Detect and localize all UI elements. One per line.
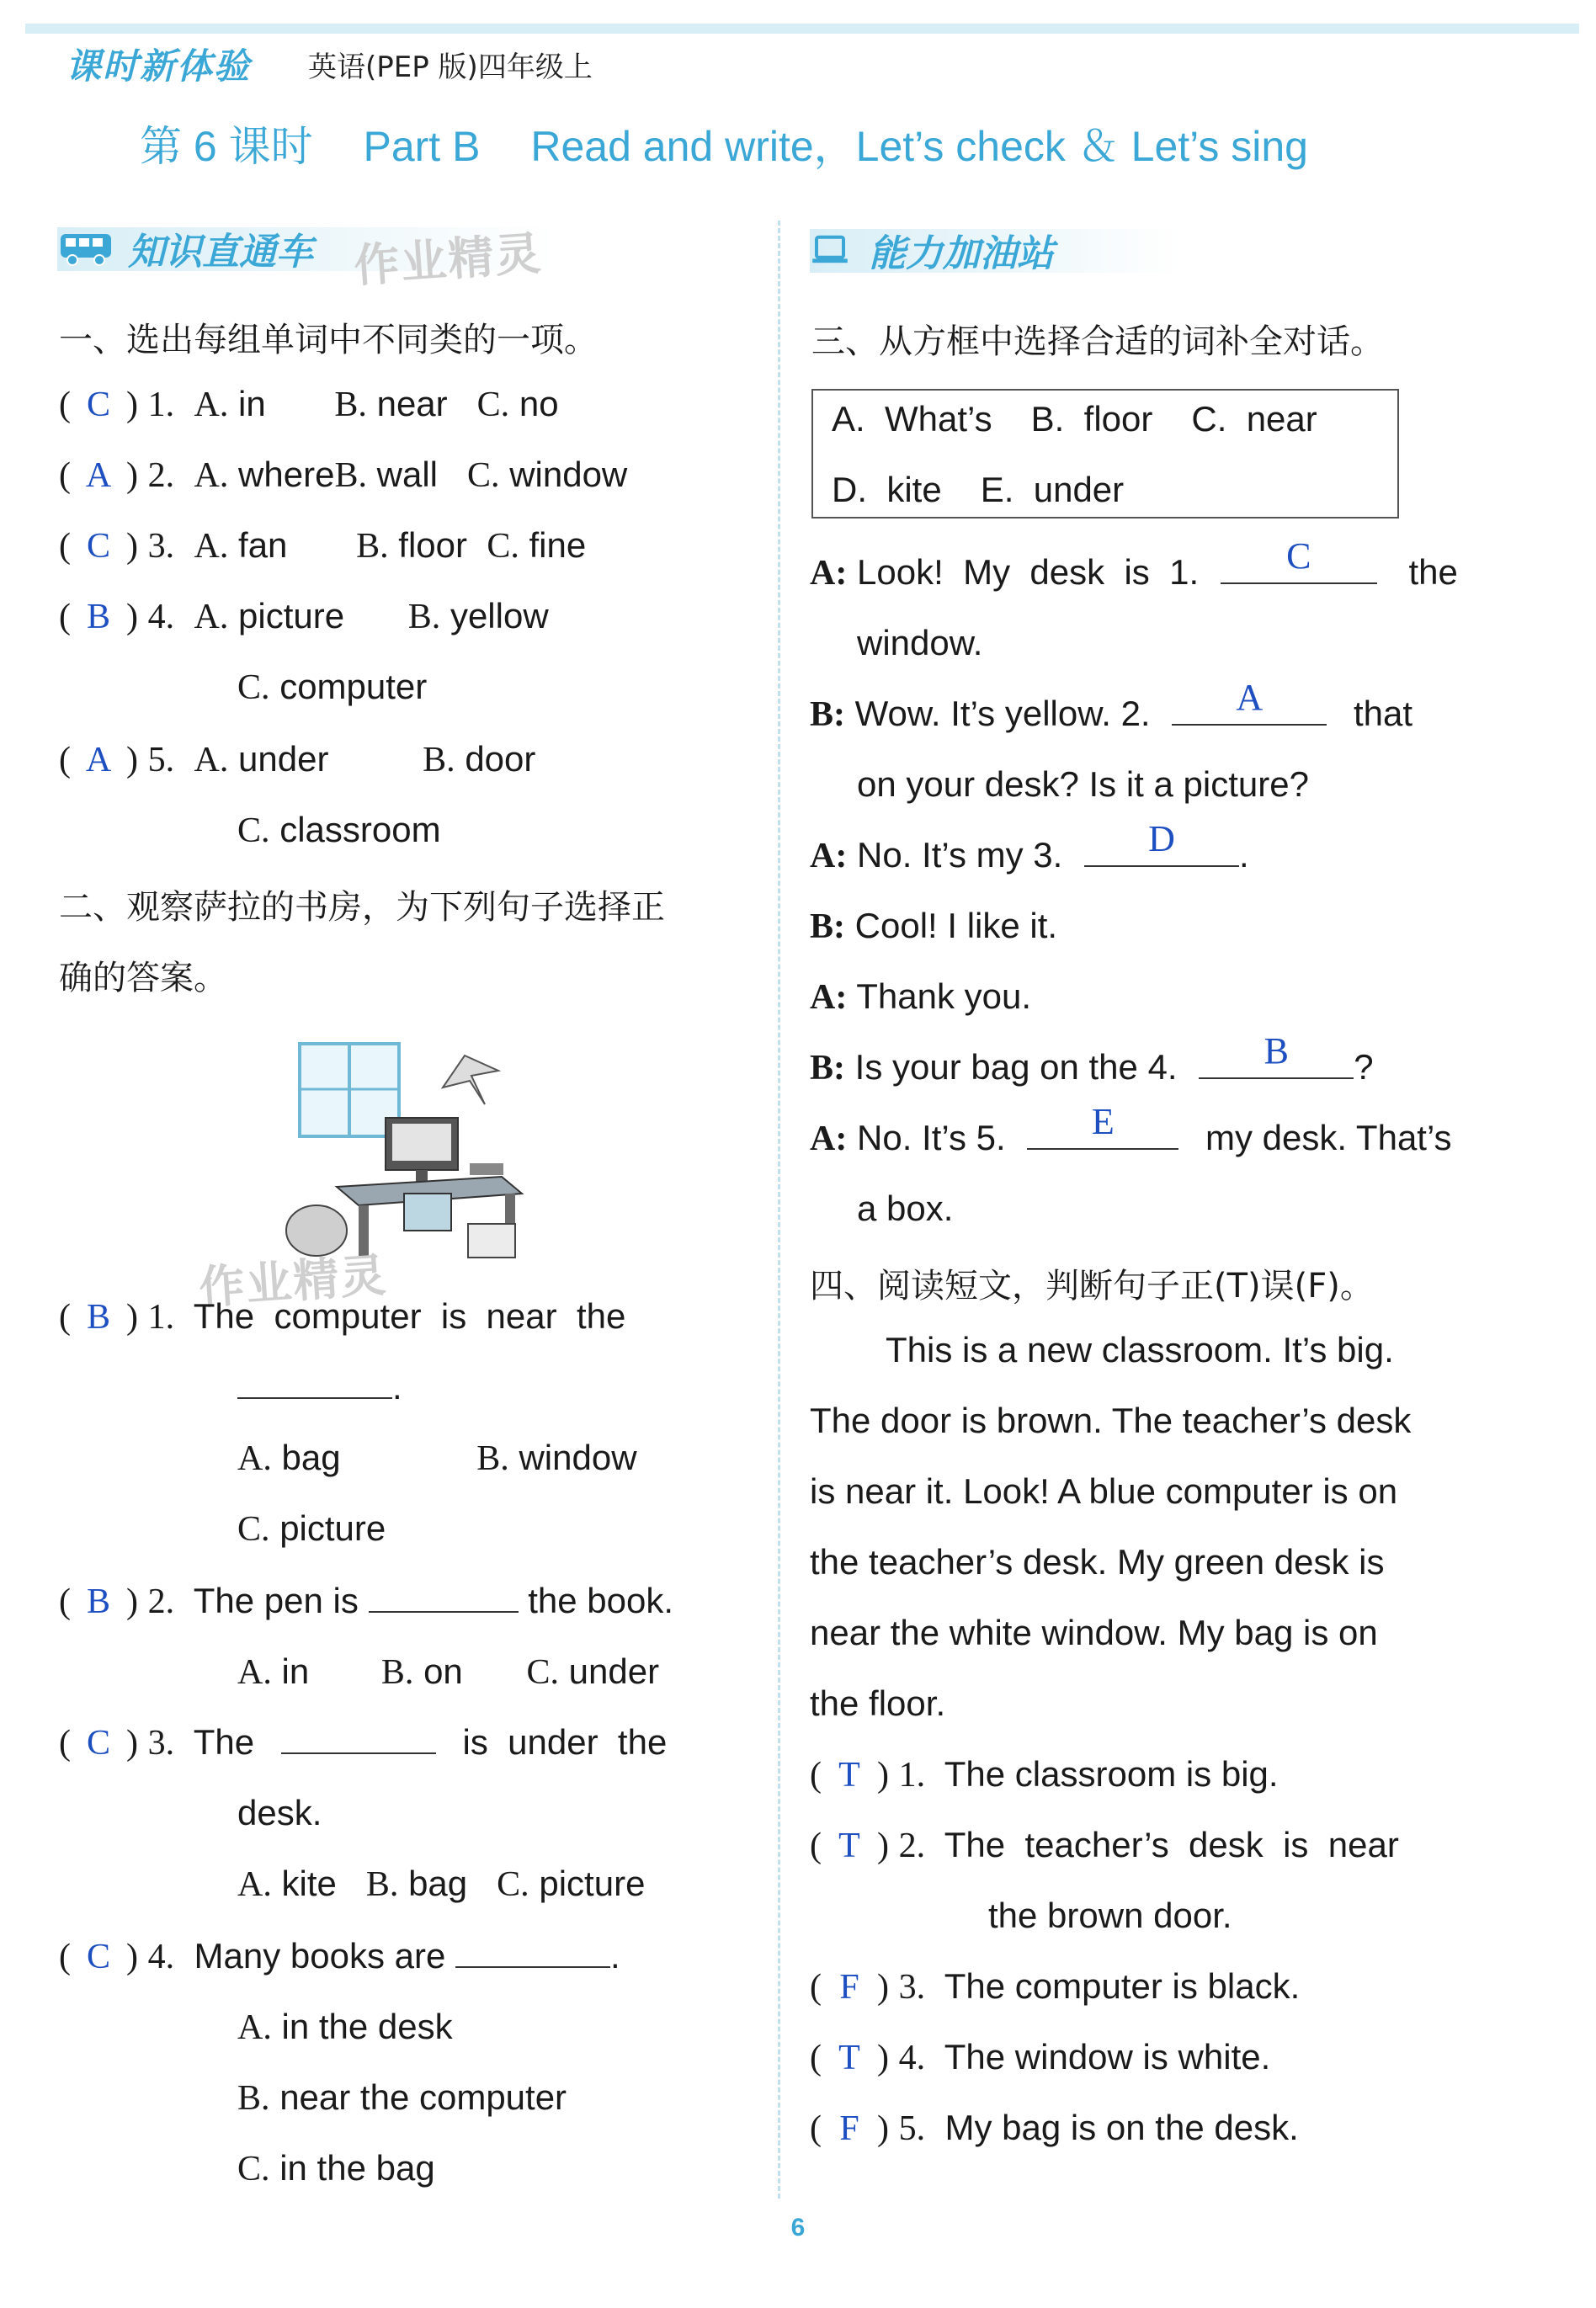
dialogue-line-1: A: Look! My desk is 1. C the <box>810 535 1458 593</box>
q2-item-1-option-c: C. picture <box>237 1508 386 1549</box>
tf-item-5: ( F ) 5. My bag is on the desk. <box>810 2108 1299 2148</box>
q1-item-2: ( A ) 2. A. whereB. wall C. window <box>59 455 628 495</box>
q1-item-4-option-c: C. computer <box>237 667 428 707</box>
q3-heading: 三、从方框中选择合适的词补全对话。 <box>811 322 1384 361</box>
dialogue-line-6: B: Is your bag on the 4. B ? <box>810 1030 1374 1088</box>
q2-item-1-blank: . <box>237 1367 402 1407</box>
q2-item-2: ( B ) 2. The pen is the book. <box>59 1581 674 1621</box>
page-number: 6 <box>790 2214 806 2242</box>
answer: C <box>86 1724 110 1763</box>
bus-icon <box>57 229 116 268</box>
section-title-knowledge: 知识直通车 <box>128 231 313 273</box>
dialogue-line-7-cont: a box. <box>857 1189 954 1228</box>
q2-item-4: ( C ) 4. Many books are . <box>59 1936 620 1976</box>
answer-blank <box>369 1584 519 1613</box>
section-title-ability: 能力加油站 <box>869 233 1054 274</box>
watermark: 作业精灵 <box>352 228 545 292</box>
lesson-part: Part B <box>363 123 481 170</box>
tf-item-1: ( T ) 1. The classroom is big. <box>810 1754 1279 1795</box>
q2-item-3: ( C ) 3. The is under the <box>59 1722 668 1763</box>
answer-blank <box>455 1939 610 1968</box>
answer: T <box>838 1756 860 1795</box>
passage-line-5: near the white window. My bag is on <box>810 1613 1378 1652</box>
section-header-ability <box>810 222 1180 278</box>
answer-blank: C <box>1221 556 1377 584</box>
answer: A <box>85 456 112 495</box>
word-bank-row-1: A. What’s B. floor C. near <box>832 399 1317 439</box>
q4-heading: 四、阅读短文，判断句子正(T)误(F)。 <box>810 1267 1374 1306</box>
tf-item-3: ( F ) 3. The computer is black. <box>810 1966 1301 2007</box>
lesson-topic: Read and write，Let’s check ＆ Let’s sing <box>530 123 1308 170</box>
answer: C <box>86 527 110 566</box>
q2-heading-line1: 二、观察萨拉的书房，为下列句子选择正 <box>59 888 665 927</box>
lesson-title <box>140 113 1308 173</box>
lesson-number: 第 6 课时 <box>140 123 313 170</box>
passage-line-1: This is a new classroom. It’s big. <box>886 1330 1394 1369</box>
answer-blank: B <box>1199 1050 1354 1079</box>
q1-item-1: ( C ) 1. A. in B. near C. no <box>59 384 559 424</box>
q2-item-4-option-c: C. in the bag <box>237 2148 435 2188</box>
q1-heading: 一、选出每组单词中不同类的一项。 <box>59 321 598 359</box>
answer: B <box>86 1582 110 1621</box>
answer: C <box>86 1938 110 1976</box>
answer: B <box>86 598 110 636</box>
answer: T <box>838 2039 860 2077</box>
answer-blank: A <box>1172 697 1327 726</box>
computer-icon <box>810 231 857 269</box>
q2-heading-line2: 确的答案。 <box>59 959 227 997</box>
answer-blank: D <box>1084 838 1239 867</box>
top-decor-bar <box>25 24 1579 34</box>
dialogue-line-2-cont: on your desk? Is it a picture? <box>857 764 1309 804</box>
brand-title: 课时新体验 <box>66 46 252 86</box>
answer: C <box>86 386 110 424</box>
dialogue-line-5: A: Thank you. <box>810 976 1032 1017</box>
tf-item-2: ( T ) 2. The teacher’s desk is near <box>810 1825 1399 1865</box>
passage-line-6: the floor. <box>810 1683 946 1723</box>
q2-item-3-options: A. kite B. bag C. picture <box>237 1864 646 1904</box>
q2-item-1-options: A. bag B. window <box>237 1438 637 1478</box>
column-divider <box>778 221 780 2199</box>
q2-item-4-option-b: B. near the computer <box>237 2077 567 2118</box>
q1-item-4: ( B ) 4. A. picture B. yellow <box>59 596 549 636</box>
answer-blank <box>237 1370 392 1399</box>
q1-item-5-option-c: C. classroom <box>237 810 441 850</box>
answer: A <box>85 741 112 779</box>
answer: T <box>838 1827 860 1865</box>
watermark: 作业精灵 <box>197 1250 390 1314</box>
tf-item-4: ( T ) 4. The window is white. <box>810 2037 1271 2077</box>
answer: F <box>839 2109 859 2148</box>
study-room-illustration <box>278 1037 530 1264</box>
q1-item-3: ( C ) 3. A. fan B. floor C. fine <box>59 525 587 566</box>
q2-item-2-options: A. in B. on C. under <box>237 1651 660 1692</box>
tf-item-2-cont: the brown door. <box>988 1896 1232 1935</box>
dialogue-line-3: A: No. It’s my 3. D . <box>810 818 1249 875</box>
answer-blank <box>281 1726 436 1754</box>
dialogue-line-2: B: Wow. It’s yellow. 2. A that <box>810 677 1413 734</box>
answer-blank: E <box>1027 1121 1178 1150</box>
subject-label: 英语(PEP 版)四年级上 <box>308 51 593 84</box>
q2-item-3-cont: desk. <box>237 1793 322 1832</box>
passage-line-2: The door is brown. The teacher’s desk <box>810 1401 1412 1440</box>
dialogue-line-1-cont: window. <box>857 623 983 662</box>
q2-item-4-option-a: A. in the desk <box>237 2007 453 2047</box>
q2-item-1: ( B ) 1. The computer is near the <box>59 1296 626 1337</box>
answer: B <box>86 1298 110 1337</box>
dialogue-line-7: A: No. It’s 5. E my desk. That’s <box>810 1101 1452 1158</box>
word-bank-row-2: D. kite E. under <box>832 470 1125 509</box>
passage-line-4: the teacher’s desk. My green desk is <box>810 1542 1385 1582</box>
q1-item-5: ( A ) 5. A. under B. door <box>59 739 536 779</box>
passage-line-3: is near it. Look! A blue computer is on <box>810 1471 1398 1511</box>
answer: F <box>839 1968 859 2007</box>
word-bank-box <box>811 389 1399 519</box>
dialogue-line-4: B: Cool! I like it. <box>810 906 1058 946</box>
